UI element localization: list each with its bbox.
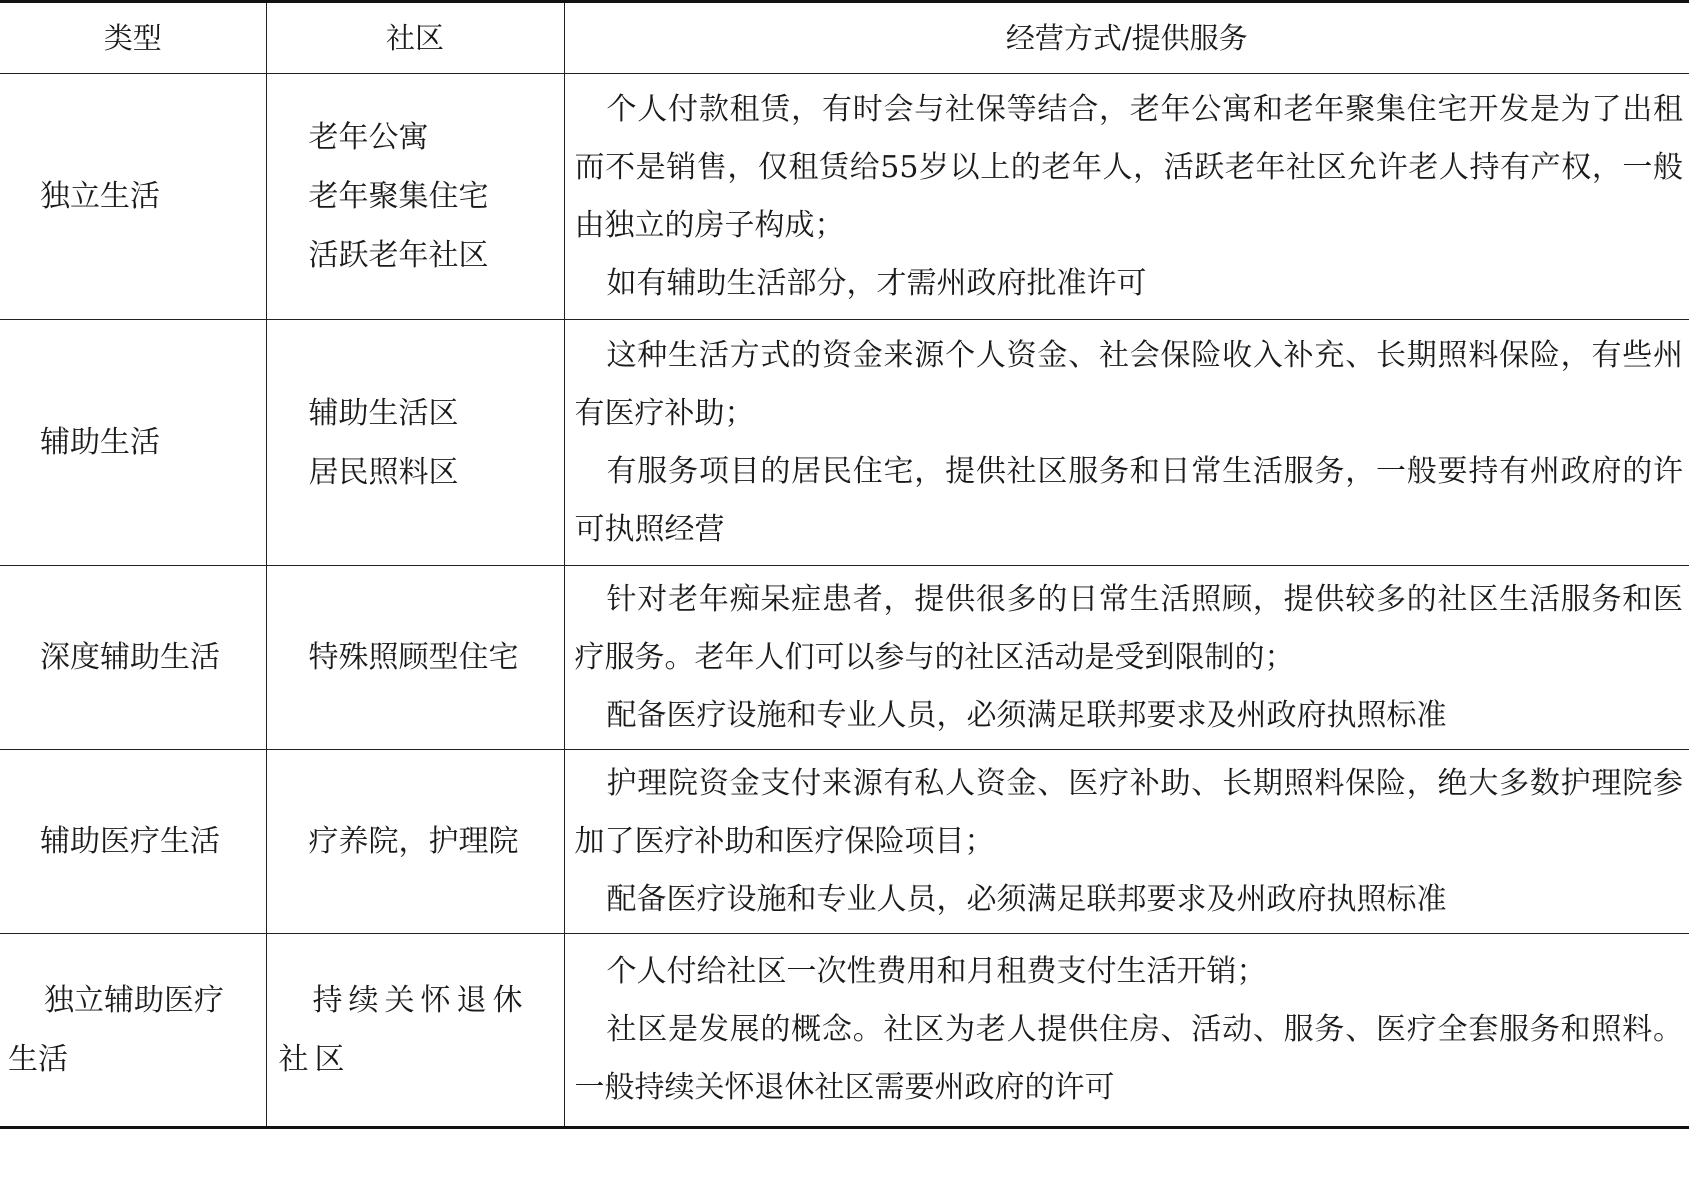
service-paragraph: 护理院资金支付来源有私人资金、医疗补助、长期照料保险，绝大多数护理院参加了医疗补助和医疗保险项目； — [574, 765, 1683, 859]
table-row — [0, 566, 1689, 750]
table-body — [0, 74, 1689, 1128]
table-row — [0, 750, 1689, 934]
type-cell: 独立辅助医疗生活 — [0, 934, 266, 1128]
community-name: 老年聚集住宅 — [308, 179, 489, 214]
service-paragraph: 这种生活方式的资金来源个人资金、社会保险收入补充、长期照料保险，有些州有医疗补助； — [574, 337, 1683, 431]
community-name: 老年公寓 — [308, 120, 429, 155]
community-name: 辅助生活区 — [308, 395, 459, 431]
table-row — [0, 74, 1689, 320]
header-row — [0, 2, 1689, 74]
service-paragraph: 社区是发展的概念。社区为老人提供住房、活动、服务、医疗全套服务和照料。一般持续关怀退休社区需要州政府的许可 — [574, 1012, 1683, 1105]
service-cell — [564, 934, 1689, 1128]
community-cell — [266, 750, 564, 934]
community-name: 疗养院，护理院 — [308, 824, 519, 859]
service-paragraph: 配备医疗设施和专业人员，必须满足联邦要求及州政府执照标准 — [606, 697, 1447, 733]
community-cell — [266, 320, 564, 566]
type-cell: 辅助医疗生活 — [0, 750, 266, 934]
service-cell — [564, 320, 1689, 566]
service-cell — [564, 566, 1689, 750]
community-name: 特殊照顾型住宅 — [308, 640, 519, 675]
service-paragraph: 个人付款租赁，有时会与社保等结合，老年公寓和老年聚集住宅开发是为了出租而不是销售，仅租赁给55岁以上的老年人，活跃老年社区允许老人持有产权，一般由独立的房子构成； — [574, 91, 1683, 243]
service-paragraph: 针对老年痴呆症患者，提供很多的日常生活照顾，提供较多的社区生活服务和医疗服务。老年人们可以参与的社区活动是受到限制的； — [574, 581, 1683, 675]
table-row — [0, 320, 1689, 566]
community-name: 居民照料区 — [308, 454, 459, 490]
service-cell — [564, 750, 1689, 934]
community-cell — [266, 934, 564, 1128]
community-cell — [266, 74, 564, 320]
service-paragraph: 配备医疗设施和专业人员，必须满足联邦要求及州政府执照标准 — [606, 881, 1447, 917]
service-paragraph: 如有辅助生活部分，才需州政府批准许可 — [606, 265, 1147, 301]
service-paragraph: 个人付给社区一次性费用和月租费支付生活开销； — [606, 954, 1267, 989]
type-cell: 独立生活 — [0, 74, 266, 320]
header-community: 社区 — [266, 2, 564, 74]
header-type: 类型 — [0, 2, 266, 74]
type-cell: 辅助生活 — [0, 320, 266, 566]
community-name: 活跃老年社区 — [308, 238, 489, 273]
table-row — [0, 934, 1689, 1128]
service-cell — [564, 74, 1689, 320]
table-header — [0, 2, 1689, 74]
type-cell: 深度辅助生活 — [0, 566, 266, 750]
service-paragraph: 有服务项目的居民住宅，提供社区服务和日常生活服务，一般要持有州政府的许可执照经营 — [574, 453, 1683, 547]
community-cell — [266, 566, 564, 750]
community-name: 持续关怀退休社区 — [278, 983, 529, 1077]
header-service: 经营方式/提供服务 — [564, 2, 1689, 74]
